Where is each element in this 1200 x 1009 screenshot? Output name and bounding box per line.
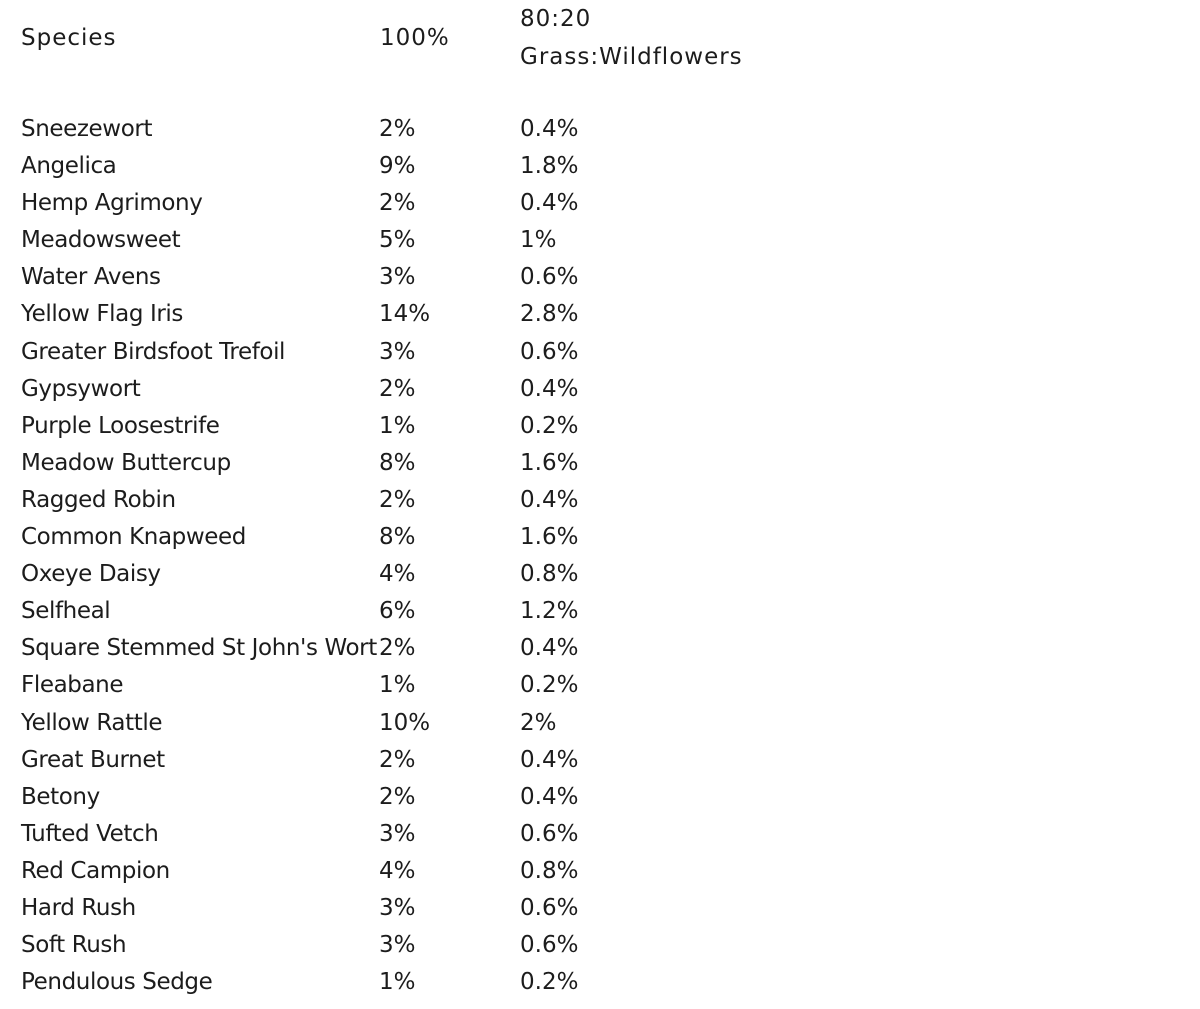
species-name: Oxeye Daisy <box>21 561 161 588</box>
species-name: Fleabane <box>21 672 124 699</box>
species-ratio-percent: 0.6% <box>520 932 579 959</box>
species-name: Yellow Flag Iris <box>21 301 183 328</box>
species-percent: 9% <box>379 153 416 180</box>
species-ratio-percent: 0.6% <box>520 820 579 847</box>
species-name: Common Knapweed <box>21 524 246 551</box>
table-row <box>0 593 1200 630</box>
species-name: Betony <box>21 783 100 810</box>
table-row <box>0 667 1200 704</box>
table-row <box>0 334 1200 371</box>
species-table-body <box>0 111 1200 1001</box>
table-row <box>0 705 1200 742</box>
species-ratio-percent: 1.6% <box>520 449 579 476</box>
species-percent: 3% <box>379 932 416 959</box>
species-ratio-percent: 0.4% <box>520 486 579 513</box>
species-percent: 1% <box>379 412 416 439</box>
table-row <box>0 964 1200 1001</box>
species-percent: 2% <box>379 635 416 662</box>
species-ratio-percent: 0.8% <box>520 857 579 884</box>
species-ratio-percent: 0.4% <box>520 746 579 773</box>
species-percent: 3% <box>379 820 416 847</box>
species-name: Great Burnet <box>21 746 165 773</box>
table-row <box>0 408 1200 445</box>
species-ratio-percent: 0.6% <box>520 894 579 921</box>
species-name: Selfheal <box>21 598 111 625</box>
species-name: Square Stemmed St John's Wort <box>21 635 377 662</box>
species-percent: 3% <box>379 894 416 921</box>
species-percent: 5% <box>379 227 416 254</box>
table-row <box>0 556 1200 593</box>
species-name: Gypsywort <box>21 375 141 402</box>
table-row <box>0 927 1200 964</box>
species-ratio-percent: 2.8% <box>520 301 579 328</box>
species-name: Yellow Rattle <box>21 709 163 736</box>
species-ratio-percent: 1.2% <box>520 598 579 625</box>
species-ratio-percent: 0.4% <box>520 783 579 810</box>
species-ratio-percent: 0.4% <box>520 190 579 217</box>
table-row <box>0 296 1200 333</box>
species-ratio-percent: 0.8% <box>520 561 579 588</box>
species-percent: 1% <box>379 969 416 996</box>
species-percent: 2% <box>379 746 416 773</box>
species-ratio-percent: 0.6% <box>520 264 579 291</box>
species-percent: 2% <box>379 783 416 810</box>
species-ratio-percent: 0.4% <box>520 635 579 662</box>
table-row <box>0 519 1200 556</box>
header-ratio-line2: Grass:Wildflowers <box>520 44 743 70</box>
table-row <box>0 482 1200 519</box>
species-percent: 3% <box>379 264 416 291</box>
species-percent: 2% <box>379 116 416 142</box>
species-ratio-percent: 0.6% <box>520 338 579 365</box>
species-name: Purple Loosestrife <box>21 412 220 439</box>
species-ratio-percent: 0.2% <box>520 672 579 699</box>
species-name: Tufted Vetch <box>21 820 159 847</box>
species-ratio-percent: 0.4% <box>520 116 579 142</box>
header-percent: 100% <box>380 25 450 51</box>
table-row <box>0 890 1200 927</box>
table-row <box>0 222 1200 259</box>
table-row <box>0 111 1200 148</box>
table-row <box>0 779 1200 816</box>
species-percent: 3% <box>379 338 416 365</box>
species-name: Hemp Agrimony <box>21 190 203 217</box>
table-row <box>0 185 1200 222</box>
species-name: Hard Rush <box>21 894 136 921</box>
table-row <box>0 148 1200 185</box>
species-percent: 8% <box>379 524 416 551</box>
table-row <box>0 371 1200 408</box>
table-row <box>0 445 1200 482</box>
species-percent: 14% <box>379 301 431 328</box>
species-name: Angelica <box>21 153 117 180</box>
species-percent: 4% <box>379 561 416 588</box>
species-name: Soft Rush <box>21 932 127 959</box>
header-ratio <box>520 0 743 76</box>
species-name: Water Avens <box>21 264 161 291</box>
species-percent: 1% <box>379 672 416 699</box>
species-name: Pendulous Sedge <box>21 969 213 996</box>
table-row <box>0 259 1200 296</box>
table-row <box>0 742 1200 779</box>
species-percent: 2% <box>379 190 416 217</box>
header-species: Species <box>21 25 117 51</box>
species-name: Red Campion <box>21 857 170 884</box>
species-ratio-percent: 1% <box>520 227 557 254</box>
species-ratio-percent: 0.2% <box>520 412 579 439</box>
species-name: Sneezewort <box>21 116 153 142</box>
species-percent: 10% <box>379 709 431 736</box>
species-ratio-percent: 1.8% <box>520 153 579 180</box>
species-ratio-percent: 0.4% <box>520 375 579 402</box>
species-ratio-percent: 2% <box>520 709 557 736</box>
header-ratio-line1: 80:20 <box>520 6 592 32</box>
species-percent: 4% <box>379 857 416 884</box>
species-percent: 2% <box>379 486 416 513</box>
species-name: Ragged Robin <box>21 486 176 513</box>
species-ratio-percent: 0.2% <box>520 969 579 996</box>
species-name: Greater Birdsfoot Trefoil <box>21 338 286 365</box>
species-name: Meadow Buttercup <box>21 449 231 476</box>
table-row <box>0 816 1200 853</box>
species-percent: 8% <box>379 449 416 476</box>
table-row <box>0 630 1200 667</box>
species-percent: 6% <box>379 598 416 625</box>
species-name: Meadowsweet <box>21 227 181 254</box>
species-percent: 2% <box>379 375 416 402</box>
table-row <box>0 853 1200 890</box>
table-header <box>0 0 1200 80</box>
species-ratio-percent: 1.6% <box>520 524 579 551</box>
